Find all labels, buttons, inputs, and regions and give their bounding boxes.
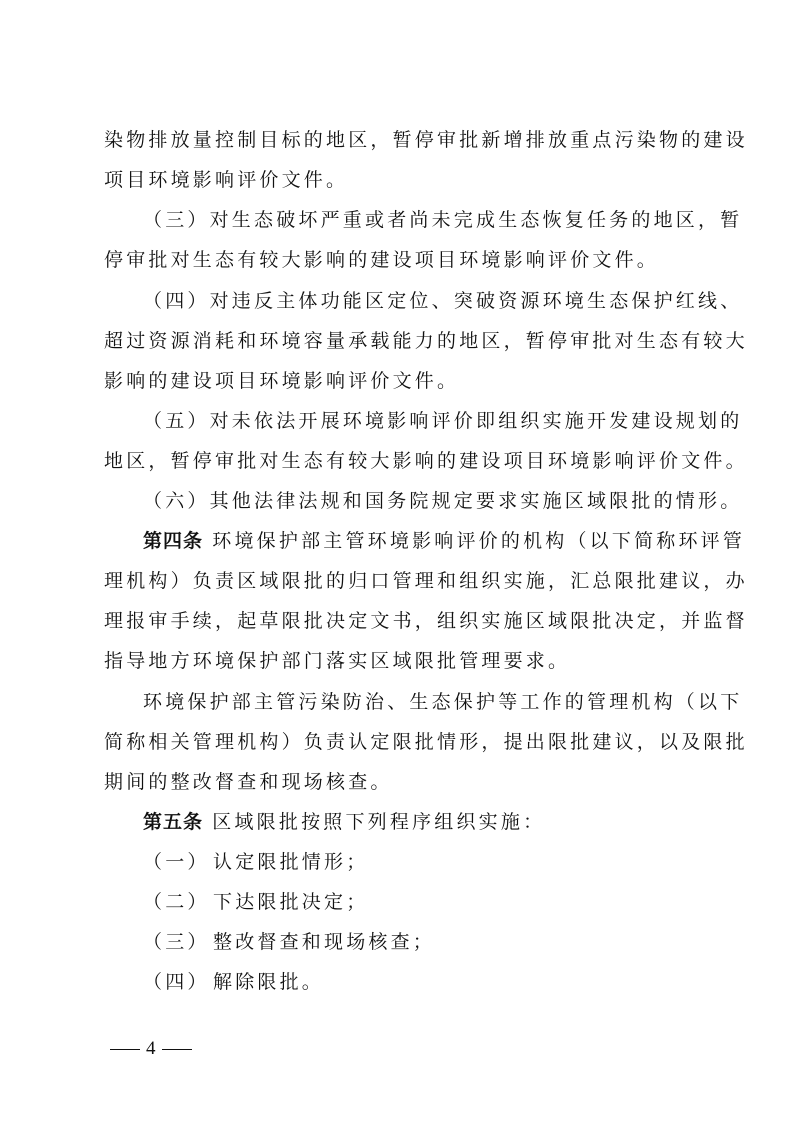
paragraph-line: （四）对违反主体功能区定位、突破资源环境生态保护红线、: [143, 290, 743, 312]
page-footer: [104, 1038, 198, 1060]
paragraph-line: 停审批对生态有较大影响的建设项目环境影响评价文件。: [104, 249, 660, 271]
paragraph-line: 理报审手续，起草限批决定文书，组织实施区域限批决定，并监督: [104, 610, 748, 632]
list-item: [143, 968, 690, 996]
paragraph-line: 环境保护部主管污染防治、生态保护等工作的管理机构（以下: [143, 691, 743, 713]
paragraph-line: 简称相关管理机构）负责认定限批情形，提出限批建议，以及限批: [104, 731, 748, 753]
list-item: [143, 928, 690, 956]
paragraph-line: 染物排放量控制目标的地区，暂停审批新增排放重点污染物的建设: [104, 129, 748, 151]
list-item-text: 整改督查和现场核查；: [213, 931, 436, 953]
list-item-number: （三）: [143, 931, 210, 953]
paragraph-line: 影响的建设项目环境影响评价文件。: [104, 370, 460, 392]
paragraph-text: 环境保护部主管环境影响评价的机构（以下简称环评管: [212, 530, 746, 552]
list-item: [143, 888, 690, 916]
article-heading: 第四条: [143, 530, 204, 552]
list-item-text: 下达限批决定；: [213, 891, 369, 913]
page-number: 4: [146, 1038, 156, 1059]
article-5-line: [143, 808, 690, 836]
paragraph-line: 地区，暂停审批对生态有较大影响的建设项目环境影响评价文件。: [104, 450, 748, 472]
paragraph-line: （五）对未依法开展环境影响评价即组织实施开发建设规划的: [143, 410, 743, 432]
paragraph-line: 超过资源消耗和环境容量承载能力的地区，暂停审批对生态有较大: [104, 330, 748, 352]
paragraph-line: 项目环境影响评价文件。: [104, 169, 349, 191]
paragraph-line: 期间的整改督查和现场核查。: [104, 771, 393, 793]
paragraph-line: 理机构）负责区域限批的归口管理和组织实施，汇总限批建议，办: [104, 570, 748, 592]
list-item: [143, 848, 690, 876]
list-item-number: （一）: [143, 851, 210, 873]
list-item-number: （二）: [143, 891, 210, 913]
footer-dash: [162, 1049, 192, 1050]
article-4-line: [143, 527, 746, 555]
footer-dash: [110, 1049, 140, 1050]
paragraph-line: （六）其他法律法规和国务院规定要求实施区域限批的情形。: [143, 490, 743, 512]
paragraph-text: 区域限批按照下列程序组织实施：: [212, 811, 546, 833]
list-item-number: （四）: [143, 971, 210, 993]
paragraph-line: 指导地方环境保护部门落实区域限批管理要求。: [104, 650, 571, 672]
paragraph-line: （三）对生态破坏严重或者尚未完成生态恢复任务的地区，暂: [143, 209, 743, 231]
article-heading: 第五条: [143, 811, 204, 833]
list-item-text: 认定限批情形；: [213, 851, 369, 873]
list-item-text: 解除限批。: [213, 971, 325, 993]
